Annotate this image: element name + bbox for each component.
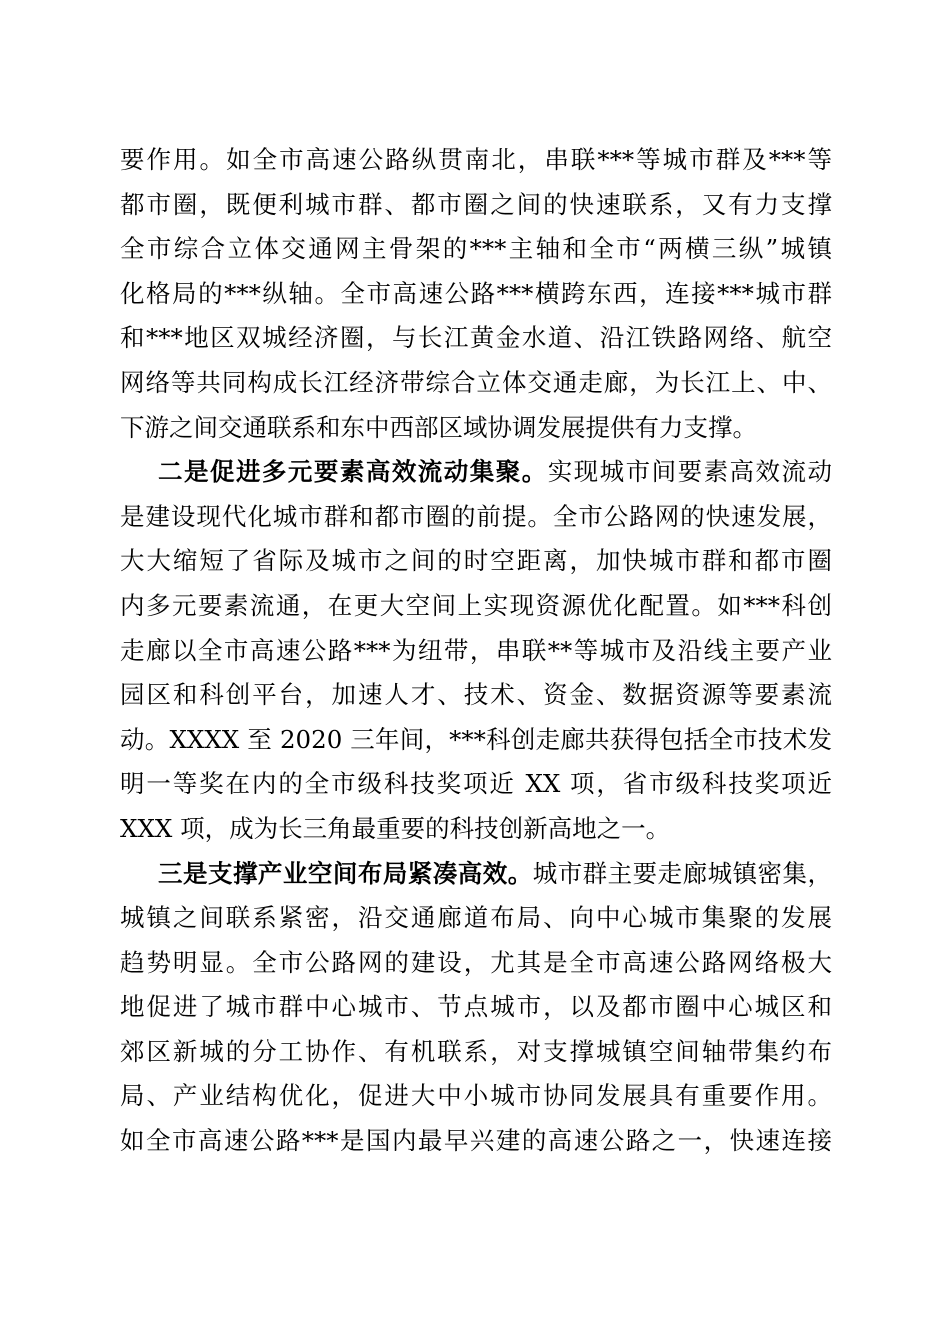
text-line: 大大缩短了省际及城市之间的时空距离，加快城市群和都市圈 [120, 546, 832, 576]
text-line: 动。XXXX 至 2020 三年间，***科创走廊共获得包括全市技术发 [120, 724, 832, 754]
text-line: 城镇之间联系紧密，沿交通廊道布局、向中心城市集聚的发展 [120, 903, 832, 933]
text-line: 园区和科创平台，加速人才、技术、资金、数据资源等要素流 [120, 680, 832, 710]
text-line: 和***地区双城经济圈，与长江黄金水道、沿江铁路网络、航空 [120, 323, 832, 353]
text-line: 下游之间交通联系和东中西部区域协调发展提供有力支撑。 [120, 412, 757, 442]
text-line: 趋势明显。全市公路网的建设，尤其是全市高速公路网络极大 [120, 947, 832, 977]
text-line: 走廊以全市高速公路***为纽带，串联**等城市及沿线主要产业 [120, 635, 832, 665]
text-line: XXX 项，成为长三角最重要的科技创新高地之一。 [120, 813, 671, 843]
text-line: 化格局的***纵轴。全市高速公路***横跨东西，连接***城市群 [120, 278, 832, 308]
text-line: 如全市高速公路***是国内最早兴建的高速公路之一，快速连接 [120, 1126, 832, 1156]
text-line: 明一等奖在内的全市级科技奖项近 XX 项，省市级科技奖项近 [120, 769, 832, 799]
paragraph-2 [120, 450, 832, 851]
paragraph-first-line [120, 852, 832, 897]
paragraph-1 [120, 138, 832, 450]
paragraph-first-line [120, 450, 832, 495]
text-line: 局、产业结构优化，促进大中小城市协同发展具有重要作用。 [120, 1081, 832, 1111]
text-line: 内多元要素流通，在更大空间上实现资源优化配置。如***科创 [120, 590, 832, 620]
paragraph-first-rest: 城市群主要走廊城镇密集， [532, 858, 832, 888]
text-line: 是建设现代化城市群和都市圈的前提。全市公路网的快速发展， [120, 501, 832, 531]
paragraph-first-rest: 实现城市间要素高效流动 [547, 457, 832, 487]
text-line: 都市圈，既便利城市群、都市圈之间的快速联系，又有力支撑 [120, 189, 832, 219]
text-line: 郊区新城的分工协作、有机联系，对支撑城镇空间轴带集约布 [120, 1036, 832, 1066]
paragraph-3 [120, 852, 832, 1164]
text-line: 网络等共同构成长江经济带综合立体交通走廊，为长江上、中、 [120, 367, 832, 397]
paragraph-lead: 三是支撑产业空间布局紧凑高效。 [158, 858, 533, 888]
paragraph-lead: 二是促进多元要素高效流动集聚。 [158, 457, 548, 487]
text-line: 要作用。如全市高速公路纵贯南北，串联***等城市群及***等 [120, 145, 832, 174]
body-text [120, 138, 832, 1164]
text-line: 地促进了城市群中心城市、节点城市，以及都市圈中心城区和 [120, 992, 832, 1022]
text-line: 全市综合立体交通网主骨架的***主轴和全市“两横三纵”城镇 [120, 234, 832, 264]
